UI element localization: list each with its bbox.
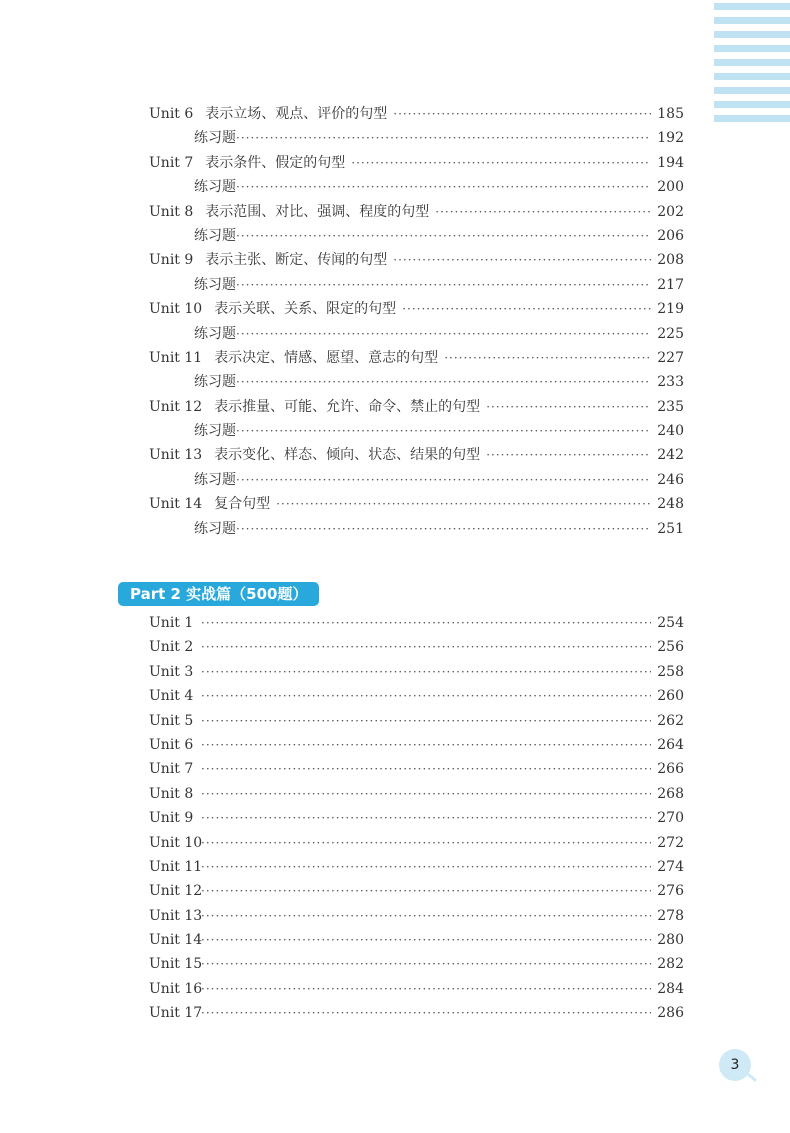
toc-unit-label: Unit 9 — [149, 810, 194, 827]
dot-leader — [201, 733, 651, 757]
toc-unit-label: Unit 13 — [149, 447, 203, 464]
toc-page-number: 282 — [657, 956, 684, 973]
toc-unit-label: Unit 17 — [149, 1005, 203, 1022]
toc-row[interactable] — [149, 879, 684, 903]
page-number: 3 — [719, 1049, 751, 1081]
dot-leader — [444, 346, 651, 370]
toc-row[interactable] — [149, 635, 684, 659]
stripe — [714, 115, 790, 122]
dot-leader — [236, 468, 651, 492]
dot-leader — [236, 419, 651, 443]
toc-page-number: 185 — [657, 106, 684, 122]
stripe — [714, 17, 790, 24]
dot-leader — [201, 611, 651, 635]
toc-row[interactable] — [149, 611, 684, 635]
toc-unit-label: Unit 6 — [149, 736, 194, 753]
toc-row[interactable] — [149, 443, 684, 467]
toc-page-number: 242 — [657, 447, 684, 464]
toc-entry-title: 练习题 — [194, 130, 236, 147]
toc-row[interactable] — [149, 1001, 684, 1025]
dot-leader — [201, 1001, 651, 1025]
toc-page-number: 260 — [657, 688, 684, 705]
stripe — [714, 59, 790, 66]
toc-unit-label: Unit 5 — [149, 712, 194, 729]
toc-row[interactable] — [149, 806, 684, 830]
dot-leader — [201, 684, 651, 708]
toc-unit-label: Unit 4 — [149, 688, 194, 705]
toc-row[interactable] — [149, 733, 684, 757]
toc-row[interactable] — [149, 855, 684, 879]
toc-entry-title: 表示条件、假定的句型 — [205, 154, 346, 171]
toc-unit-label: Unit 11 — [149, 858, 203, 875]
toc-unit-label: Unit 12 — [149, 883, 203, 900]
dot-leader — [201, 952, 651, 976]
toc-page-number: 266 — [657, 761, 684, 778]
toc-page-number: 276 — [657, 883, 684, 900]
dot-leader — [402, 297, 651, 321]
stripe — [714, 3, 790, 10]
dot-leader — [201, 709, 651, 733]
toc-unit-label: Unit 3 — [149, 663, 194, 680]
toc-page-number: 248 — [657, 496, 684, 513]
toc-row[interactable] — [149, 757, 684, 781]
toc-entry-title: 练习题 — [194, 325, 236, 342]
stripe — [714, 73, 790, 80]
toc-page-number: 217 — [657, 276, 684, 293]
toc-row[interactable] — [149, 660, 684, 684]
toc-row[interactable] — [149, 904, 684, 928]
toc-entry-title: 表示决定、情感、愿望、意志的句型 — [214, 349, 439, 366]
toc-page-number: 233 — [657, 374, 684, 391]
toc-page-number: 278 — [657, 907, 684, 924]
toc-unit-label: Unit 7 — [149, 154, 194, 171]
toc-exercise-row[interactable] — [149, 175, 684, 199]
toc-row[interactable] — [149, 346, 684, 370]
toc-row[interactable] — [149, 200, 684, 224]
dot-leader — [236, 370, 651, 394]
dot-leader — [393, 102, 651, 126]
toc-exercise-row[interactable] — [149, 273, 684, 297]
dot-leader — [435, 200, 651, 224]
toc-page-number: 206 — [657, 227, 684, 244]
toc-entry-title: 练习题 — [194, 374, 236, 391]
dot-leader — [201, 782, 651, 806]
dot-leader — [236, 517, 651, 541]
toc-page-number: 254 — [657, 615, 684, 631]
toc-row[interactable] — [149, 102, 684, 126]
toc-entry-title: 复合句型 — [214, 496, 271, 513]
toc-row[interactable] — [149, 709, 684, 733]
toc-unit-label: Unit 16 — [149, 980, 203, 997]
toc-page-number: 258 — [657, 663, 684, 680]
toc-row[interactable] — [149, 977, 684, 1001]
stripe — [714, 31, 790, 38]
toc-page-number: 264 — [657, 736, 684, 753]
toc-entry-title: 练习题 — [194, 423, 236, 440]
toc-page-number: 272 — [657, 834, 684, 851]
toc-entry-title: 表示范围、对比、强调、程度的句型 — [205, 203, 430, 220]
toc-page-number: 270 — [657, 810, 684, 827]
toc-entry-title: 表示立场、观点、评价的句型 — [205, 106, 388, 122]
decorative-stripes — [714, 0, 790, 129]
toc-entry-title: 练习题 — [194, 227, 236, 244]
dot-leader — [236, 322, 651, 346]
stripe — [714, 45, 790, 52]
toc-page-number: 202 — [657, 203, 684, 220]
toc-row[interactable] — [149, 297, 684, 321]
toc-page-number: 262 — [657, 712, 684, 729]
toc-page-number: 235 — [657, 398, 684, 415]
toc-unit-label: Unit 15 — [149, 956, 203, 973]
toc-unit-label: Unit 12 — [149, 398, 203, 415]
dot-leader — [201, 977, 651, 1001]
toc-page-number: 268 — [657, 785, 684, 802]
toc-row[interactable] — [149, 684, 684, 708]
toc-page-number: 192 — [657, 130, 684, 147]
dot-leader — [236, 175, 651, 199]
toc-page-number: 280 — [657, 932, 684, 949]
toc-exercise-row[interactable] — [149, 322, 684, 346]
toc-page-number: 274 — [657, 858, 684, 875]
dot-leader — [236, 126, 651, 150]
toc-row[interactable] — [149, 151, 684, 175]
toc-page-number: 194 — [657, 154, 684, 171]
toc-unit-label: Unit 8 — [149, 785, 194, 802]
toc-row[interactable] — [149, 782, 684, 806]
toc-exercise-row[interactable] — [149, 468, 684, 492]
toc-unit-label: Unit 2 — [149, 639, 194, 656]
toc-entry-title: 表示主张、断定、传闻的句型 — [205, 252, 388, 269]
dot-leader — [351, 151, 651, 175]
dot-leader — [236, 224, 651, 248]
toc-entry-title: 练习题 — [194, 179, 236, 196]
toc-page-number: 227 — [657, 349, 684, 366]
stripe — [714, 87, 790, 94]
toc-exercise-row[interactable] — [149, 370, 684, 394]
toc-unit-label: Unit 10 — [149, 301, 203, 318]
toc-page-number: 240 — [657, 423, 684, 440]
toc-row[interactable] — [149, 952, 684, 976]
toc-row[interactable] — [149, 248, 684, 272]
toc-unit-label: Unit 14 — [149, 496, 203, 513]
toc-row[interactable] — [149, 395, 684, 419]
toc-page-number: 256 — [657, 639, 684, 656]
dot-leader — [486, 443, 651, 467]
toc-unit-label: Unit 13 — [149, 907, 203, 924]
part2-header: Part 2 实战篇（500题） — [118, 582, 319, 606]
toc-unit-label: Unit 10 — [149, 834, 203, 851]
dot-leader — [486, 395, 651, 419]
toc-page-number: 219 — [657, 301, 684, 318]
toc-entry-title: 练习题 — [194, 276, 236, 293]
toc-entry-title: 练习题 — [194, 520, 236, 537]
toc-row[interactable] — [149, 492, 684, 516]
toc-page-number: 200 — [657, 179, 684, 196]
dot-leader — [201, 928, 651, 952]
toc-section-part1 — [149, 102, 684, 541]
toc-entry-title: 练习题 — [194, 471, 236, 488]
dot-leader — [201, 831, 651, 855]
dot-leader — [236, 273, 651, 297]
dot-leader — [201, 757, 651, 781]
toc-unit-label: Unit 1 — [149, 615, 194, 631]
toc-entry-title: 表示推量、可能、允许、命令、禁止的句型 — [214, 398, 481, 415]
toc-exercise-row[interactable] — [149, 224, 684, 248]
dot-leader — [201, 855, 651, 879]
dot-leader — [201, 806, 651, 830]
toc-page-number: 251 — [657, 520, 684, 537]
dot-leader — [201, 904, 651, 928]
dot-leader — [393, 248, 651, 272]
toc-unit-label: Unit 9 — [149, 252, 194, 269]
toc-page-number: 208 — [657, 252, 684, 269]
toc-row[interactable] — [149, 831, 684, 855]
toc-unit-label: Unit 8 — [149, 203, 194, 220]
toc-section-part2 — [149, 611, 684, 1026]
toc-exercise-row[interactable] — [149, 517, 684, 541]
dot-leader — [201, 635, 651, 659]
toc-unit-label: Unit 11 — [149, 349, 203, 366]
toc-entry-title: 表示关联、关系、限定的句型 — [214, 301, 397, 318]
toc-row[interactable] — [149, 928, 684, 952]
toc-page-number: 284 — [657, 980, 684, 997]
dot-leader — [201, 660, 651, 684]
stripe — [714, 101, 790, 108]
toc-page-number: 225 — [657, 325, 684, 342]
toc-exercise-row[interactable] — [149, 419, 684, 443]
toc-entry-title: 表示变化、样态、倾向、状态、结果的句型 — [214, 447, 481, 464]
toc-unit-label: Unit 14 — [149, 932, 203, 949]
toc-page-number: 286 — [657, 1005, 684, 1022]
toc-unit-label: Unit 7 — [149, 761, 194, 778]
dot-leader — [201, 879, 651, 903]
toc-exercise-row[interactable] — [149, 126, 684, 150]
toc-page-number: 246 — [657, 471, 684, 488]
toc-unit-label: Unit 6 — [149, 106, 194, 122]
dot-leader — [276, 492, 651, 516]
